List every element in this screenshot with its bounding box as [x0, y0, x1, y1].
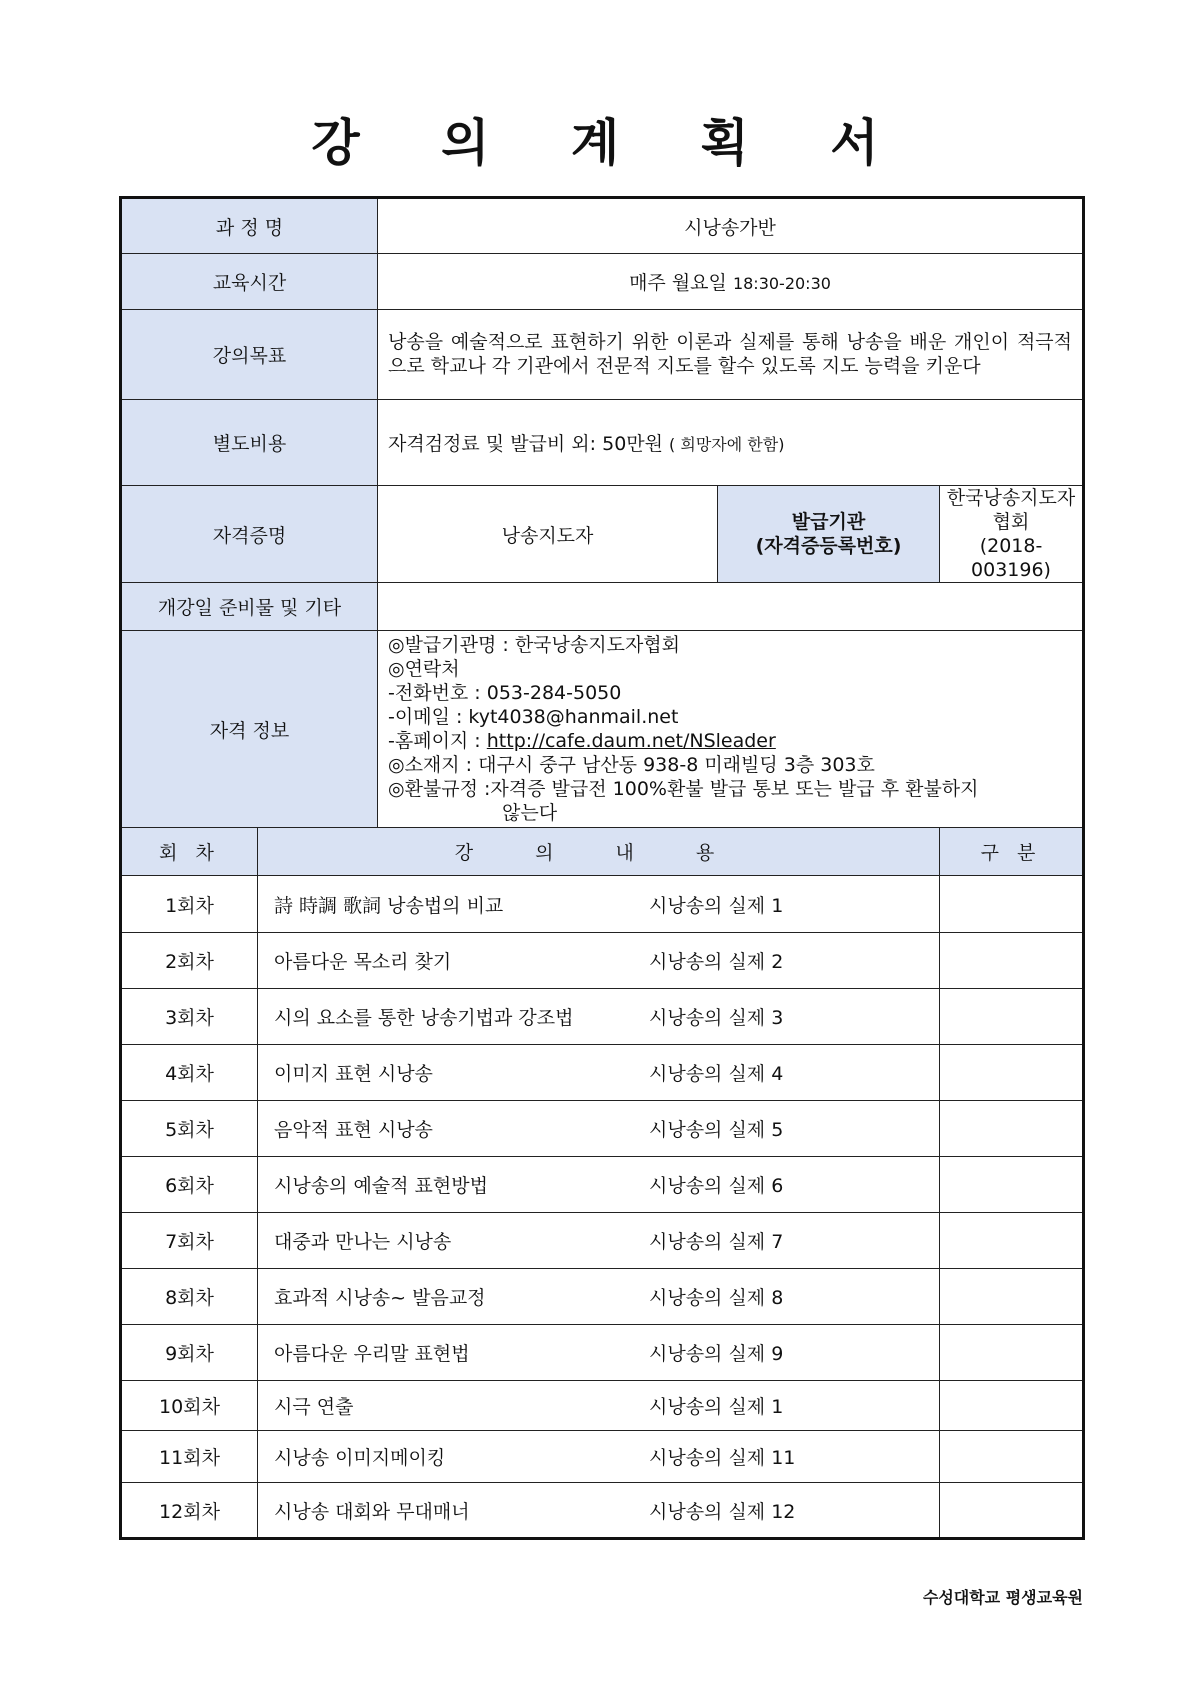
session-practice: 시낭송의 실제 9 [649, 1343, 784, 1365]
prep-row [121, 583, 1084, 631]
page-title: 강 의 계 획 서 [311, 114, 911, 172]
cert-info-phone: -전화번호 : 053-284-5050 [388, 682, 622, 704]
session-category [940, 933, 1084, 989]
course-label: 과 정 명 [121, 198, 378, 254]
session-number: 1회차 [121, 876, 258, 933]
session-category [940, 1213, 1084, 1269]
extra-cost-row [121, 400, 1084, 486]
session-category [940, 1483, 1084, 1539]
cert-info-row [121, 631, 1084, 828]
table-row [121, 1101, 1084, 1157]
session-content [258, 1213, 940, 1269]
table-row [121, 933, 1084, 989]
session-number: 9회차 [121, 1325, 258, 1381]
session-category [940, 1325, 1084, 1381]
session-number: 3회차 [121, 989, 258, 1045]
session-category [940, 989, 1084, 1045]
session-content [258, 876, 940, 933]
session-number: 8회차 [121, 1269, 258, 1325]
session-content [258, 1325, 940, 1381]
session-topic: 아름다운 목소리 찾기 [274, 951, 452, 973]
session-topic: 시낭송 이미지메이킹 [274, 1447, 446, 1469]
schedule-header-row [121, 828, 1084, 876]
issuer-name: 한국낭송지도자협회 [946, 487, 1076, 533]
session-number: 4회차 [121, 1045, 258, 1101]
session-topic: 시낭송 대회와 무대매너 [274, 1500, 470, 1523]
cert-info-label: 자격 정보 [121, 631, 378, 828]
extra-cost-amount: 자격검정료 및 발급비 외: 50만원 [388, 433, 663, 455]
cert-info-contact-title: ◎연락처 [388, 658, 460, 680]
extra-cost-note: ( 희망자에 한함) [669, 435, 785, 454]
session-content [258, 1381, 940, 1431]
table-row [121, 989, 1084, 1045]
cert-info-issuer: ◎발급기관명 : 한국낭송지도자협회 [388, 634, 681, 656]
issuer-value [940, 486, 1084, 583]
session-practice: 시낭송의 실제 11 [649, 1447, 796, 1469]
course-row [121, 198, 1084, 254]
session-number: 2회차 [121, 933, 258, 989]
issuer-label-sub: (자격증등록번호) [755, 535, 902, 557]
schedule-row [121, 254, 1084, 310]
content-header: 강 의 내 용 [258, 828, 940, 876]
certificate-label: 자격증명 [121, 486, 378, 583]
table-row [121, 1325, 1084, 1381]
session-content [258, 933, 940, 989]
session-topic: 효과적 시낭송~ 발음교정 [274, 1287, 486, 1309]
cert-info-refund: ◎환불규정 :자격증 발급전 100%환불 발급 통보 또는 발급 후 환불하지 [388, 778, 979, 800]
prep-label: 개강일 준비물 및 기타 [121, 583, 378, 631]
session-practice: 시낭송의 실제 8 [649, 1287, 784, 1309]
session-practice: 시낭송의 실제 1 [649, 1396, 784, 1418]
extra-cost-label: 별도비용 [121, 400, 378, 486]
session-number: 5회차 [121, 1101, 258, 1157]
session-practice: 시낭송의 실제 5 [649, 1119, 784, 1141]
issuer-label-main: 발급기관 [791, 511, 866, 533]
session-practice: 시낭송의 실제 4 [649, 1063, 784, 1085]
session-number: 12회차 [121, 1483, 258, 1539]
schedule-value [378, 254, 1084, 310]
session-practice: 시낭송의 실제 12 [649, 1500, 796, 1523]
cert-info-address: ◎소재지 : 대구시 중구 남산동 938-8 미래빌딩 3층 303호 [388, 754, 875, 776]
session-content [258, 1483, 940, 1539]
cert-info-value [378, 631, 1084, 828]
session-topic: 아름다운 우리말 표현법 [274, 1343, 470, 1365]
extra-cost-value [378, 400, 1084, 486]
session-content [258, 1157, 940, 1213]
certificate-row [121, 486, 1084, 583]
session-topic: 시의 요소를 통한 낭송기법과 강조법 [274, 1007, 574, 1029]
table-row [121, 1381, 1084, 1431]
table-row [121, 1213, 1084, 1269]
category-header: 구 분 [940, 828, 1084, 876]
table-row [121, 1045, 1084, 1101]
session-category [940, 1101, 1084, 1157]
objective-label: 강의목표 [121, 310, 378, 400]
session-category [940, 1269, 1084, 1325]
session-number: 10회차 [121, 1381, 258, 1431]
session-category [940, 1045, 1084, 1101]
session-rows [121, 876, 1084, 1539]
cert-info-refund-cont: 않는다 [502, 802, 558, 824]
lecture-plan-table [119, 196, 1085, 1540]
schedule-label: 교육시간 [121, 254, 378, 310]
prep-value [378, 583, 1084, 631]
session-topic: 시낭송의 예술적 표현방법 [274, 1175, 488, 1197]
session-content [258, 989, 940, 1045]
session-content [258, 1101, 940, 1157]
session-practice: 시낭송의 실제 3 [649, 1007, 784, 1029]
cert-info-email: -이메일 : kyt4038@hanmail.net [388, 706, 679, 728]
objective-row [121, 310, 1084, 400]
session-topic: 이미지 표현 시낭송 [274, 1063, 433, 1085]
session-practice: 시낭송의 실제 7 [649, 1231, 784, 1253]
session-practice: 시낭송의 실제 6 [649, 1175, 784, 1197]
schedule-time: 18:30-20:30 [732, 274, 831, 293]
schedule-day: 매주 월요일 [629, 272, 727, 294]
objective-value: 낭송을 예술적으로 표현하기 위한 이론과 실제를 통해 낭송을 배운 개인이 적극적으로 학교나 각 기관에서 전문적 지도를 할수 있도록 지도 능력을 키운다 [378, 310, 1084, 400]
issuer-label [718, 486, 940, 583]
table-row [121, 1431, 1084, 1483]
homepage-label: -홈페이지 : [388, 730, 487, 752]
course-value: 시낭송가반 [378, 198, 1084, 254]
session-topic: 음악적 표현 시낭송 [274, 1119, 433, 1141]
session-topic: 대중과 만나는 시낭송 [274, 1231, 452, 1253]
session-content [258, 1269, 940, 1325]
session-category [940, 876, 1084, 933]
table-row [121, 876, 1084, 933]
footer-institution: 수성대학교 평생교육원 [922, 1588, 1083, 1607]
table-row [121, 1483, 1084, 1539]
homepage-link[interactable]: http://cafe.daum.net/NSleader [486, 730, 776, 752]
session-number: 7회차 [121, 1213, 258, 1269]
session-content [258, 1045, 940, 1101]
session-topic: 시극 연출 [274, 1396, 354, 1418]
session-practice: 시낭송의 실제 1 [649, 894, 784, 917]
session-category [940, 1157, 1084, 1213]
session-content [258, 1431, 940, 1483]
session-number: 6회차 [121, 1157, 258, 1213]
session-category [940, 1431, 1084, 1483]
table-row [121, 1269, 1084, 1325]
certificate-value: 낭송지도자 [378, 486, 718, 583]
issuer-reg-number: (2018-003196) [971, 535, 1051, 581]
session-topic: 詩 時調 歌詞 낭송법의 비교 [274, 894, 504, 917]
session-number: 11회차 [121, 1431, 258, 1483]
table-row [121, 1157, 1084, 1213]
session-category [940, 1381, 1084, 1431]
session-practice: 시낭송의 실제 2 [649, 951, 784, 973]
session-header: 회 차 [121, 828, 258, 876]
cert-info-homepage [388, 729, 1072, 753]
